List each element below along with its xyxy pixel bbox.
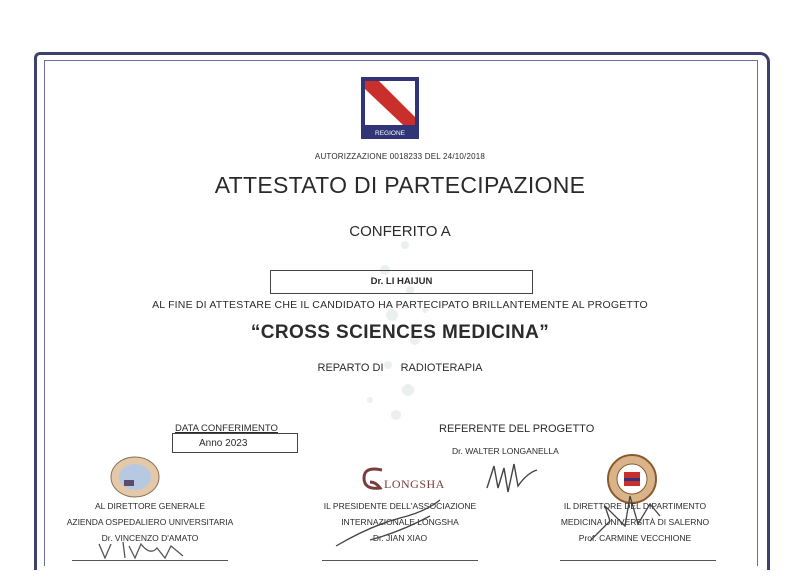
signature-director-general: [95, 538, 205, 562]
longsha-logo-text: LONGSHA: [384, 477, 445, 491]
project-name: “CROSS SCIENCES MEDICINA”: [250, 322, 550, 343]
date-label: DATA CONFERIMENTO: [175, 423, 278, 434]
signatory-title: AL DIRETTORE GENERALE: [94, 501, 206, 511]
department-line: [0, 362, 800, 374]
department-label: REPARTO DI: [317, 362, 384, 374]
signature-department-director: [580, 486, 680, 546]
signatory-name: Prof. CARMINE VECCHIONE: [578, 533, 692, 543]
department-value: RADIOTERAPIA: [400, 362, 483, 374]
signature-line: [560, 560, 716, 561]
hospital-logo-icon: [110, 456, 160, 498]
signatory-name: Dr. JIAN XIAO: [372, 533, 428, 543]
referent-signature: [482, 458, 542, 500]
regione-campania-logo: [361, 77, 419, 129]
recipient-name: Dr. LI HAIJUN: [270, 270, 533, 294]
signatory-title: IL DIRETTORE DEL DIPARTIMENTO: [563, 501, 707, 511]
referent-label: REFERENTE DEL PROGETTO: [439, 423, 595, 435]
certificate-title: ATTESTATO DI PARTECIPAZIONE: [214, 172, 586, 198]
signature-association-president: [330, 496, 460, 552]
signature-line: [72, 560, 228, 561]
signatory-organization: AZIENDA OSPEDALIERO UNIVERSITARIA: [66, 517, 234, 527]
conferred-to-label: CONFERITO A: [349, 223, 451, 240]
purpose-statement: AL FINE DI ATTESTARE CHE IL CANDIDATO HA PARTECIPATO BRILLANTEMENTE AL PROGETTO: [152, 299, 648, 311]
signatory-name: Dr. VINCENZO D'AMATO: [101, 533, 199, 543]
authorization-number: AUTORIZZAZIONE 0018233 DEL 24/10/2018: [314, 152, 486, 161]
signatory-organization: MEDICINA UNIVERSITÀ DI SALERNO: [560, 517, 710, 527]
signatory-title: IL PRESIDENTE DELL'ASSOCIAZIONE: [323, 501, 477, 511]
logo-caption: REGIONE CAMPANIA: [361, 129, 419, 139]
referent-name: Dr. WALTER LONGANELLA: [452, 446, 559, 456]
date-value: Anno 2023: [172, 433, 298, 453]
regione-campania-emblem-icon: [361, 77, 419, 129]
signature-line: [322, 560, 478, 561]
signatory-organization: INTERNAZIONALE LONGSHA: [341, 517, 459, 527]
